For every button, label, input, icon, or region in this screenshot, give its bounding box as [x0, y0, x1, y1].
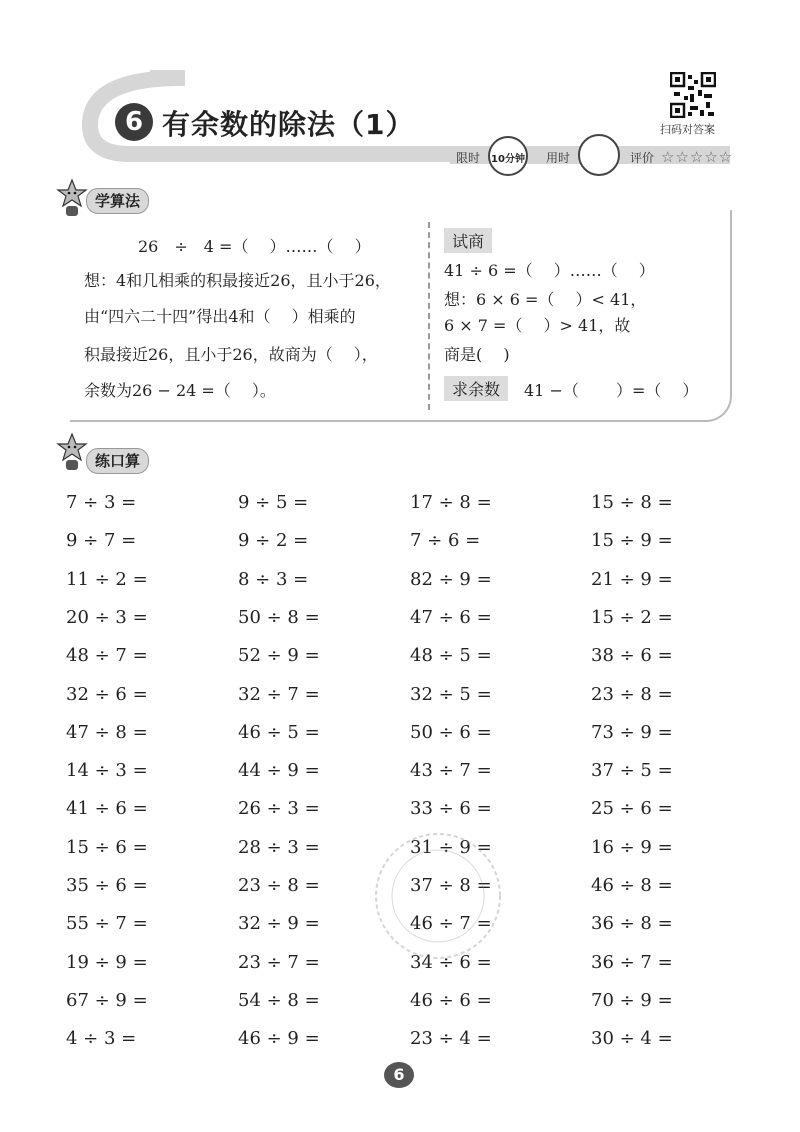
exercise-item[interactable]: 9 ÷ 2 =: [238, 530, 309, 551]
learn-right-line: 商是( ): [444, 345, 510, 364]
lesson-number-badge: 6: [115, 103, 153, 141]
exercise-item[interactable]: 46 ÷ 9 =: [238, 1028, 320, 1049]
exercise-item[interactable]: 15 ÷ 6 =: [66, 837, 148, 858]
exercise-item[interactable]: 23 ÷ 8 =: [238, 875, 320, 896]
exercise-item[interactable]: 48 ÷ 7 =: [66, 645, 148, 666]
exercise-item[interactable]: 37 ÷ 8 =: [410, 875, 492, 896]
exercise-item[interactable]: 16 ÷ 9 =: [591, 837, 673, 858]
exercise-item[interactable]: 11 ÷ 2 =: [66, 569, 148, 590]
qr-code-icon[interactable]: [670, 72, 716, 118]
exercise-item[interactable]: 8 ÷ 3 =: [238, 569, 309, 590]
exercise-item[interactable]: 50 ÷ 8 =: [238, 607, 320, 628]
exercise-item[interactable]: 47 ÷ 6 =: [410, 607, 492, 628]
learn-right-line: 41 ÷ 6 =（ ）……（ ）: [444, 261, 655, 280]
exercise-item[interactable]: 21 ÷ 9 =: [591, 569, 673, 590]
exercise-item[interactable]: 7 ÷ 3 =: [66, 492, 137, 513]
time-limit-label: 限时: [456, 151, 481, 165]
exercise-item[interactable]: 15 ÷ 8 =: [591, 492, 673, 513]
page-number: 6: [384, 1062, 414, 1088]
exercise-item[interactable]: 31 ÷ 9 =: [410, 837, 492, 858]
exercise-item[interactable]: 54 ÷ 8 =: [238, 990, 320, 1011]
exercise-item[interactable]: 35 ÷ 6 =: [66, 875, 148, 896]
exercise-item[interactable]: 17 ÷ 8 =: [410, 492, 492, 513]
exercise-item[interactable]: 47 ÷ 8 =: [66, 722, 148, 743]
qr-label: 扫码对答案: [660, 123, 715, 136]
exercise-item[interactable]: 32 ÷ 7 =: [238, 684, 320, 705]
exercise-item[interactable]: 15 ÷ 2 =: [591, 607, 673, 628]
exercise-item[interactable]: 52 ÷ 9 =: [238, 645, 320, 666]
exercise-item[interactable]: 23 ÷ 4 =: [410, 1028, 492, 1049]
learn-right-line: 6 × 7 =（ ）> 41，故: [444, 316, 631, 335]
exercise-item[interactable]: 73 ÷ 9 =: [591, 722, 673, 743]
exercise-item[interactable]: 82 ÷ 9 =: [410, 569, 492, 590]
watermark-stamp: [368, 826, 508, 966]
exercise-item[interactable]: 32 ÷ 9 =: [238, 913, 320, 934]
exercise-item[interactable]: 36 ÷ 7 =: [591, 952, 673, 973]
time-limit-clock: [488, 136, 528, 176]
exercise-item[interactable]: 14 ÷ 3 =: [66, 760, 148, 781]
exercise-item[interactable]: 55 ÷ 7 =: [66, 913, 148, 934]
exercise-item[interactable]: 32 ÷ 5 =: [410, 684, 492, 705]
exercise-item[interactable]: 34 ÷ 6 =: [410, 952, 492, 973]
exercise-item[interactable]: 28 ÷ 3 =: [238, 837, 320, 858]
learn-left-line: 想：4和几相乘的积最接近26，且小于26，: [84, 271, 391, 290]
rating-stars[interactable]: ☆☆☆☆☆: [661, 148, 734, 166]
exercise-item[interactable]: 41 ÷ 6 =: [66, 798, 148, 819]
learn-section-badge: 学算法: [86, 188, 149, 214]
learn-left-line: 积最接近26，且小于26，故商为（ ），: [84, 345, 378, 364]
exercise-item[interactable]: 26 ÷ 3 =: [238, 798, 320, 819]
exercise-item[interactable]: 46 ÷ 5 =: [238, 722, 320, 743]
exercise-item[interactable]: 44 ÷ 9 =: [238, 760, 320, 781]
exercise-item[interactable]: 30 ÷ 4 =: [591, 1028, 673, 1049]
exercise-item[interactable]: 46 ÷ 6 =: [410, 990, 492, 1011]
star-mascot-icon: [56, 432, 88, 472]
time-limit-value: 10分钟: [491, 154, 525, 165]
time-used-field[interactable]: [578, 134, 620, 176]
page-title: 有余数的除法（1）: [162, 108, 415, 141]
time-used-label: 用时: [546, 151, 571, 165]
exercise-item[interactable]: 38 ÷ 6 =: [591, 645, 673, 666]
exercise-item[interactable]: 46 ÷ 8 =: [591, 875, 673, 896]
exercise-item[interactable]: 37 ÷ 5 =: [591, 760, 673, 781]
learn-left-line: 余数为26 − 24 =（ ）。: [84, 381, 276, 400]
find-remainder-tag: 求余数: [444, 376, 508, 401]
exercise-item[interactable]: 20 ÷ 3 =: [66, 607, 148, 628]
try-quotient-tag: 试商: [444, 228, 492, 253]
practice-section-badge: 练口算: [86, 448, 149, 474]
learn-left-line: 26 ÷ 4 =（ ）……（ ）: [138, 237, 371, 256]
exercise-item[interactable]: 9 ÷ 7 =: [66, 530, 137, 551]
exercise-item[interactable]: 15 ÷ 9 =: [591, 530, 673, 551]
learn-left-line: 由“四六二十四”得出4和（ ）相乘的: [84, 307, 356, 326]
exercise-item[interactable]: 19 ÷ 9 =: [66, 952, 148, 973]
learn-divider: [428, 222, 430, 410]
exercise-item[interactable]: 67 ÷ 9 =: [66, 990, 148, 1011]
exercise-item[interactable]: 46 ÷ 7 =: [410, 913, 492, 934]
exercise-item[interactable]: 48 ÷ 5 =: [410, 645, 492, 666]
exercise-item[interactable]: 36 ÷ 8 =: [591, 913, 673, 934]
exercise-item[interactable]: 43 ÷ 7 =: [410, 760, 492, 781]
learn-right-line: 想：6 × 6 =（ ）< 41，: [444, 290, 647, 309]
rating-label: 评价: [630, 151, 655, 165]
remainder-expression: 41 −（ ）=（ ）: [524, 381, 699, 400]
exercise-item[interactable]: 25 ÷ 6 =: [591, 798, 673, 819]
exercise-item[interactable]: 23 ÷ 8 =: [591, 684, 673, 705]
exercise-item[interactable]: 70 ÷ 9 =: [591, 990, 673, 1011]
exercise-item[interactable]: 9 ÷ 5 =: [238, 492, 309, 513]
exercise-item[interactable]: 32 ÷ 6 =: [66, 684, 148, 705]
exercise-item[interactable]: 4 ÷ 3 =: [66, 1028, 137, 1049]
exercise-item[interactable]: 7 ÷ 6 =: [410, 530, 481, 551]
exercise-item[interactable]: 33 ÷ 6 =: [410, 798, 492, 819]
exercise-item[interactable]: 23 ÷ 7 =: [238, 952, 320, 973]
exercise-item[interactable]: 50 ÷ 6 =: [410, 722, 492, 743]
